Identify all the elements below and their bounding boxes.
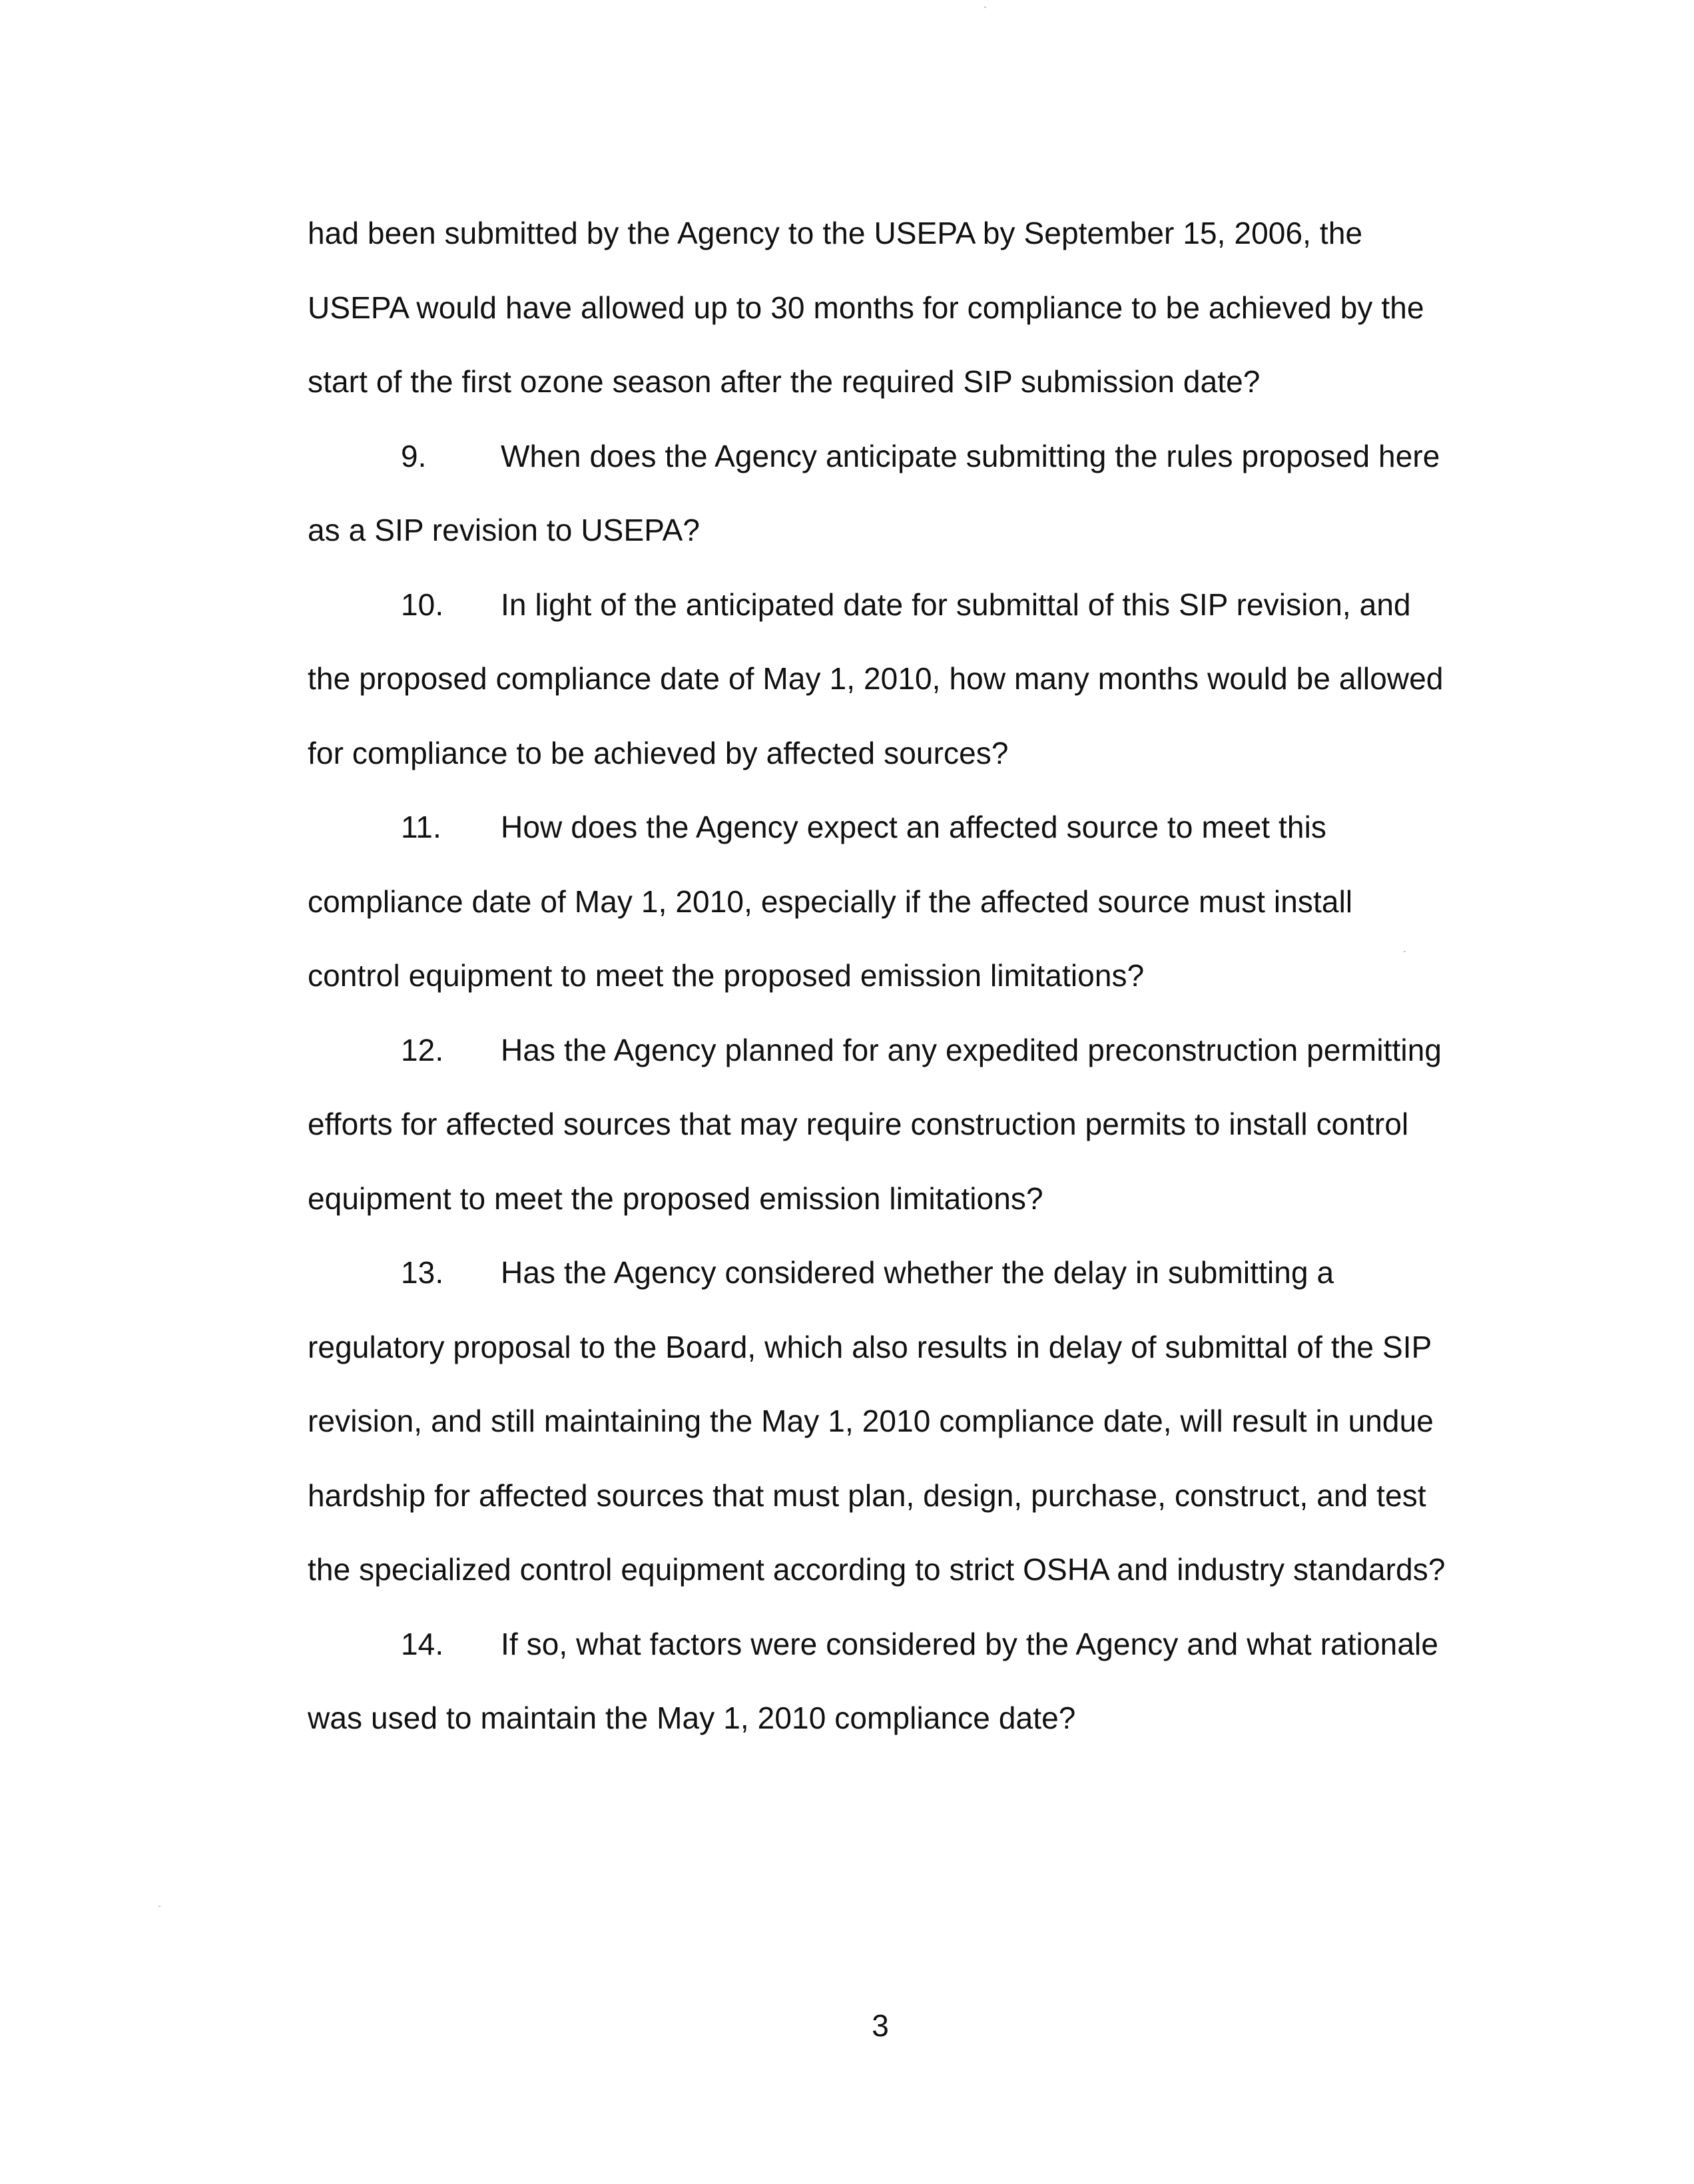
intro-paragraph: had been submitted by the Agency to the USEPA by September 15, 2006, the USEPA would have allowed up to 30 months for compliance to be achieved by the start of the first ozone season after the required SIP submission date? — [308, 216, 1424, 399]
document-body — [308, 196, 1453, 1756]
question-10 — [308, 568, 1453, 791]
question-number: 10. — [401, 587, 444, 622]
question-number: 13. — [401, 1255, 444, 1290]
question-13 — [308, 1236, 1453, 1607]
question-text: How does the Agency expect an affected source to meet this compliance date of May 1, 2010, especially if the affected source must install control equipment to meet the proposed emission limitations? — [308, 810, 1353, 993]
question-12 — [308, 1013, 1453, 1236]
question-number: 12. — [401, 1032, 444, 1067]
page-number: 3 — [872, 2008, 889, 2043]
question-number: 14. — [401, 1626, 444, 1661]
question-text: When does the Agency anticipate submitting the rules proposed here as a SIP revision to USEPA? — [308, 438, 1440, 547]
question-11 — [308, 790, 1453, 1013]
question-text: In light of the anticipated date for submittal of this SIP revision, and the proposed compliance date of May 1, 2010, how many months would be allowed for compliance to be achieved by affected sources? — [308, 587, 1444, 770]
question-text: Has the Agency considered whether the delay in submitting a regulatory proposal to the Board, which also results in delay of submittal of the SIP revision, and still maintaining the May 1, 2010 compliance date, will result in undue hardship for affected sources that must plan, design, purchase, construct, and test the specialized control equipment according to strict OSHA and industry standards? — [308, 1255, 1446, 1587]
question-text: If so, what factors were considered by the Agency and what rationale was used to maintain the May 1, 2010 compliance date? — [308, 1626, 1439, 1735]
scan-speck — [984, 7, 986, 8]
question-9 — [308, 419, 1453, 568]
question-number: 9. — [401, 438, 427, 473]
question-14 — [308, 1607, 1453, 1756]
question-text: Has the Agency planned for any expedited preconstruction permitting efforts for affected sources that may require construction permits to install control equipment to meet the proposed emission limitations? — [308, 1032, 1442, 1216]
scan-speck — [158, 1906, 160, 1907]
question-number: 11. — [401, 810, 441, 844]
